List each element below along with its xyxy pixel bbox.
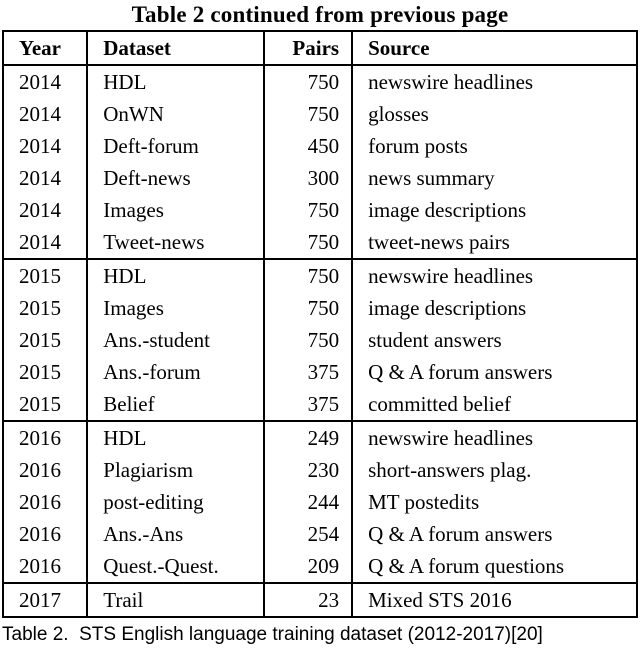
table-header — [3, 31, 637, 65]
cell-year: 2014 — [3, 162, 87, 194]
table-row — [3, 65, 637, 98]
cell-year: 2014 — [3, 226, 87, 259]
cell-dataset: Deft-forum — [87, 130, 264, 162]
cell-pairs: 249 — [264, 421, 352, 454]
cell-source: committed belief — [352, 388, 637, 421]
cell-year: 2015 — [3, 356, 87, 388]
cell-pairs: 375 — [264, 388, 352, 421]
table-row — [3, 259, 637, 292]
cell-pairs: 750 — [264, 65, 352, 98]
cell-dataset: Ans.-student — [87, 324, 264, 356]
cell-source: student answers — [352, 324, 637, 356]
cell-year: 2016 — [3, 454, 87, 486]
cell-source: Q & A forum questions — [352, 550, 637, 583]
table-row — [3, 98, 637, 130]
year-group — [3, 583, 637, 617]
cell-year: 2015 — [3, 324, 87, 356]
cell-pairs: 750 — [264, 324, 352, 356]
cell-dataset: HDL — [87, 421, 264, 454]
cell-year: 2014 — [3, 98, 87, 130]
cell-pairs: 750 — [264, 194, 352, 226]
cell-year: 2015 — [3, 259, 87, 292]
cell-pairs: 254 — [264, 518, 352, 550]
table-continued-title: Table 2 continued from previous page — [131, 2, 509, 27]
cell-pairs: 375 — [264, 356, 352, 388]
cell-pairs: 450 — [264, 130, 352, 162]
table-row — [3, 388, 637, 421]
table-row — [3, 324, 637, 356]
cell-dataset: Deft-news — [87, 162, 264, 194]
cell-pairs: 230 — [264, 454, 352, 486]
year-group — [3, 65, 637, 259]
cell-dataset: Plagiarism — [87, 454, 264, 486]
cell-pairs: 23 — [264, 583, 352, 617]
cell-source: MT postedits — [352, 486, 637, 518]
cell-pairs: 750 — [264, 259, 352, 292]
cell-year: 2014 — [3, 194, 87, 226]
cell-pairs: 300 — [264, 162, 352, 194]
cell-source: news summary — [352, 162, 637, 194]
dataset-table — [2, 30, 638, 618]
cell-year: 2014 — [3, 130, 87, 162]
table-row — [3, 130, 637, 162]
header-row — [3, 31, 637, 65]
header-dataset: Dataset — [87, 31, 264, 65]
cell-pairs: 750 — [264, 98, 352, 130]
cell-year: 2015 — [3, 388, 87, 421]
cell-dataset: Images — [87, 194, 264, 226]
cell-dataset: Quest.-Quest. — [87, 550, 264, 583]
cell-dataset: post-editing — [87, 486, 264, 518]
cell-source: newswire headlines — [352, 259, 637, 292]
cell-dataset: Ans.-forum — [87, 356, 264, 388]
header-pairs: Pairs — [264, 31, 352, 65]
cell-dataset: Images — [87, 292, 264, 324]
cell-dataset: Tweet-news — [87, 226, 264, 259]
cell-source: newswire headlines — [352, 421, 637, 454]
table-row — [3, 194, 637, 226]
cell-year: 2016 — [3, 486, 87, 518]
cell-source: newswire headlines — [352, 65, 637, 98]
table-row — [3, 292, 637, 324]
year-group — [3, 421, 637, 583]
table-row — [3, 454, 637, 486]
cell-year: 2016 — [3, 550, 87, 583]
table-row — [3, 356, 637, 388]
cell-source: Mixed STS 2016 — [352, 583, 637, 617]
cell-pairs: 750 — [264, 226, 352, 259]
cell-source: image descriptions — [352, 292, 637, 324]
cell-dataset: OnWN — [87, 98, 264, 130]
table-caption: Table 2. STS English language training dataset (2012-2017)[20] — [2, 624, 543, 645]
cell-pairs: 750 — [264, 292, 352, 324]
table-row — [3, 518, 637, 550]
cell-source: Q & A forum answers — [352, 518, 637, 550]
header-source: Source — [352, 31, 637, 65]
year-group — [3, 259, 637, 421]
cell-source: forum posts — [352, 130, 637, 162]
table-row — [3, 550, 637, 583]
header-year: Year — [3, 31, 87, 65]
table-row — [3, 421, 637, 454]
cell-year: 2016 — [3, 518, 87, 550]
cell-pairs: 209 — [264, 550, 352, 583]
cell-pairs: 244 — [264, 486, 352, 518]
cell-source: glosses — [352, 98, 637, 130]
cell-year: 2016 — [3, 421, 87, 454]
cell-year: 2015 — [3, 292, 87, 324]
table-row — [3, 583, 637, 617]
cell-dataset: HDL — [87, 65, 264, 98]
table-row — [3, 226, 637, 259]
cell-dataset: Trail — [87, 583, 264, 617]
cell-source: tweet-news pairs — [352, 226, 637, 259]
cell-year: 2014 — [3, 65, 87, 98]
cell-dataset: Ans.-Ans — [87, 518, 264, 550]
table-row — [3, 486, 637, 518]
cell-source: Q & A forum answers — [352, 356, 637, 388]
cell-dataset: HDL — [87, 259, 264, 292]
cell-source: image descriptions — [352, 194, 637, 226]
cell-dataset: Belief — [87, 388, 264, 421]
cell-source: short-answers plag. — [352, 454, 637, 486]
table-row — [3, 162, 637, 194]
cell-year: 2017 — [3, 583, 87, 617]
